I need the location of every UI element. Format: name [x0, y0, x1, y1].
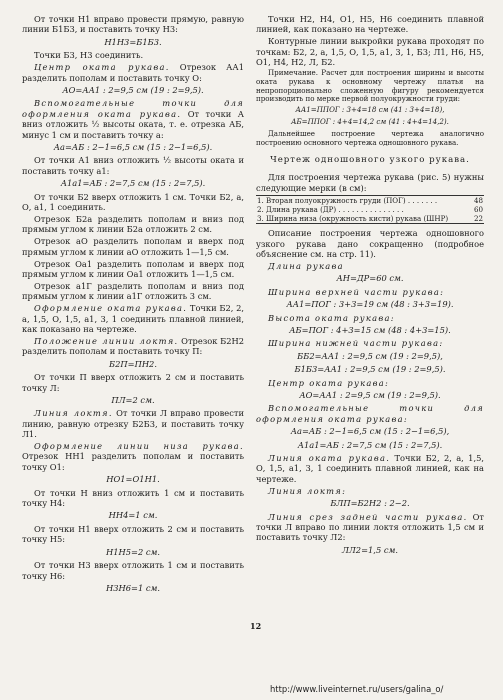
paragraph-with-heading	[256, 261, 484, 271]
inline-heading: Линия локтя.	[34, 408, 113, 419]
inline-heading: Линия срез задней части рукава.	[268, 511, 468, 522]
paragraph-text: Н1Н3=Б1Б3.	[104, 36, 162, 47]
paragraph-text: Б1Б3=АА1 : 2=9,5 см (19 : 2=9,5).	[294, 364, 446, 375]
paragraph-text: Точки Б2, 2, а, 1,5, О, 1,5, а1, 3, 1 соединить плавной линией, как показано на чертеже.	[22, 303, 245, 334]
inline-heading: Длина рукава	[268, 260, 344, 271]
inline-heading: Ширина нижней части рукава:	[268, 338, 444, 349]
paragraph	[22, 259, 244, 280]
paragraph-text: От точки Б2 вверх отложить 1 см. Точки Б2, а, О, а1, 1 соединить.	[22, 191, 244, 212]
paragraph-text: ЛЛ2=1,5 см.	[341, 544, 399, 555]
paragraph-text: ПЛ=2 см.	[111, 394, 155, 405]
paragraph-text: Отрезок Оа1 разделить пополам и вверх под прямым углом к линии Оа1 отложить 1—1,5 см.	[22, 258, 244, 279]
paragraph-text: Отрезок Б2а разделить пополам и вниз под прямым углом к линии Б2а отложить 2 см.	[22, 213, 244, 235]
paragraph-text: А1а1=АБ : 2=7,5 см (15 : 2=7,5).	[60, 178, 206, 189]
measurements-table	[256, 195, 484, 224]
paragraph-with-heading	[256, 378, 484, 388]
paragraph-text: Отрезок а1Г разделить пополам и вниз под прямым углом к линии а1Г отложить 3 см.	[22, 280, 244, 302]
paragraph	[22, 488, 244, 509]
paragraph-text: Примечание. Расчет для построения ширины и высоты оката рукава к основному чертежу платья на непропорционально сложенную фигуру рекомендуется производить по мерке первой полуокружности груди:	[256, 68, 484, 104]
paragraph-with-heading	[256, 486, 484, 496]
paragraph-with-heading	[22, 98, 244, 140]
paragraph-text: НН4=1 см.	[108, 510, 158, 521]
paragraph	[256, 36, 484, 67]
paragraph-text: От точки П вверх отложить 2 см и поставить точку Л:	[22, 372, 244, 393]
paragraph-with-heading	[22, 62, 244, 83]
formula	[256, 299, 484, 309]
paragraph-text: АО=АА1 : 2=9,5 см (19 : 2=9,5).	[299, 390, 441, 400]
paragraph-text: ББ2=АА1 : 2=9,5 см (19 : 2=9,5),	[297, 350, 443, 361]
paragraph-with-heading	[256, 453, 484, 484]
paragraph-text: Для построения чертежа рукава (рис. 5) нужны следующие мерки (в см):	[256, 172, 484, 193]
measurement-value: 60	[473, 205, 483, 215]
paragraph-text: От точки Н вниз отложить 1 см и поставить точку Н4:	[22, 487, 244, 509]
paragraph-text: От точки Л вправо по линии локтя отложить 1,5 см и поставить точку Л2:	[256, 511, 485, 543]
paragraph-text: Точки Б3, Н3 соединить.	[34, 50, 144, 61]
paragraph-with-heading	[256, 403, 484, 424]
paragraph-with-heading	[256, 313, 484, 323]
paragraph-text: Аа=АБ : 2−1=6,5 см (15 : 2−1=6,5),	[290, 426, 450, 437]
paragraph	[22, 155, 244, 176]
paragraph-text: АН=ДР=60 см.	[336, 273, 404, 284]
formula	[256, 426, 484, 436]
formula	[22, 510, 244, 520]
paragraph-text: От точки Н3 вверх отложить 1 см и поставить точку Н6:	[22, 560, 244, 581]
paragraph	[22, 281, 244, 302]
paragraph-text: Н3Н6=1 см.	[105, 582, 161, 593]
paragraph	[256, 228, 484, 259]
paragraph-text: Аа=АБ : 2−1=6,5 см (15 : 2−1=6,5).	[53, 141, 213, 152]
paragraph-text: Отрезок АА1 разделить пополам и поставить точку О:	[22, 62, 244, 83]
paragraph-with-heading	[256, 512, 484, 543]
left-column	[22, 14, 244, 596]
inline-heading: Оформление оката рукава.	[34, 303, 188, 314]
formula	[22, 359, 244, 369]
formula	[256, 351, 484, 361]
paragraph-text: АБ=ППОГ : 4+4=14,2 см (41 : 4+4=14,2).	[291, 117, 449, 127]
paragraph-text: Точки Н2, Н4, О1, Н5, Н6 соединить плавной линией, как показано на чертеже.	[256, 14, 484, 35]
formula	[22, 583, 244, 593]
paragraph-text: От точки А1 вниз отложить ½ высоты оката и поставить точку а1:	[22, 155, 244, 176]
paragraph-text: АА1=ПОГ : 3+3=19 см (48 : 3+3=19).	[286, 299, 454, 310]
paragraph	[22, 214, 244, 235]
formula	[256, 364, 484, 374]
paragraph	[22, 524, 244, 545]
paragraph-text: Н1Н5=2 см.	[105, 546, 161, 557]
note-paragraph	[256, 69, 484, 104]
measurement-name: 2. Длина рукава (ДР) . . . . . . . . . . . . . . .	[257, 205, 404, 215]
paragraph-text: АБ=ПОГ : 4+3=15 см (48 : 4+3=15).	[289, 324, 451, 335]
formula	[22, 178, 244, 188]
formula	[22, 37, 244, 47]
paragraph-with-heading	[256, 338, 484, 348]
formula	[256, 273, 484, 283]
note-formula	[256, 106, 484, 115]
paragraph	[22, 372, 244, 393]
right-column	[256, 14, 484, 558]
formula	[22, 85, 244, 95]
paragraph-text: Описание построения чертежа одношовного узкого рукава дано сокращенно (подробное объяснение см. на стр. 11).	[256, 228, 484, 260]
section-title	[256, 155, 484, 166]
measurement-name: 3. Ширина низа (окружность кисти) рукава (ШНР)	[257, 214, 449, 224]
measurement-value: 48	[473, 196, 483, 206]
inline-heading: Линия оката рукава.	[268, 453, 391, 464]
paragraph-text: Контурные линии выкройки рукава проходят по точкам: Б2, 2, а, 1,5, О, 1,5, а1, 3, 1, Б3; Л1, Н6, Н5, О1, Н4, Н2, Л, Б2.	[256, 36, 484, 68]
formula	[22, 395, 244, 405]
paragraph-text: А1а1=АБ : 2=7,5 см (15 : 2=7,5).	[297, 439, 443, 450]
formula	[256, 545, 484, 555]
paragraph-text: Чертеж одношовного узкого рукава.	[270, 155, 470, 166]
paragraph-with-heading	[22, 303, 244, 334]
inline-heading: Высота оката рукава:	[268, 312, 395, 323]
paragraph	[22, 560, 244, 581]
paragraph	[256, 172, 484, 193]
paragraph-with-heading	[256, 287, 484, 297]
inline-heading: Центр оката рукава:	[268, 377, 390, 388]
inline-heading: Оформление линии низа рукава.	[34, 441, 244, 452]
paragraph	[22, 14, 244, 35]
paragraph-text: От точки А вниз отложить ½ высоты оката, т. е. отрезка АБ, минус 1 см и поставить точку а:	[22, 108, 244, 140]
formula	[256, 498, 484, 508]
note-paragraph	[256, 130, 484, 148]
measurement-row	[256, 196, 484, 206]
measurement-row	[256, 214, 484, 224]
paragraph-text: От точки Л вправо провести линию, равную отрезку Б2Б3, и поставить точку Л1.	[22, 408, 244, 440]
paragraph-text: Отрезок НН1 разделить пополам и поставить точку О1:	[22, 451, 244, 472]
paragraph	[22, 192, 244, 213]
formula	[22, 474, 244, 484]
paragraph-with-heading	[22, 408, 244, 439]
formula	[256, 440, 484, 450]
formula	[256, 325, 484, 335]
paragraph-with-heading	[22, 441, 244, 472]
measurement-value: 22	[473, 214, 483, 224]
paragraph-text: От точки Н1 вверх отложить 2 см и поставить точку Н5:	[22, 523, 244, 545]
paragraph	[22, 236, 244, 257]
paragraph-text: Отрезок аО разделить пополам и вверх под прямым углом к линии аО отложить 1—1,5 см.	[22, 236, 244, 257]
paragraph	[22, 50, 244, 60]
paragraph-text: АА1=ППОГ : 3+4=18 см (41 : 3+4=18),	[295, 105, 445, 115]
inline-heading: Положение линии локтя.	[34, 335, 179, 346]
paragraph-text: От точки Н1 вправо провести прямую, равную линии Б1Б3, и поставить точку Н3:	[22, 14, 244, 35]
formula	[22, 547, 244, 557]
paragraph-with-heading	[22, 336, 244, 357]
inline-heading: Вспомогательные точки для оформления оката рукава.	[22, 98, 244, 119]
paragraph-text: Б2П=ПН2.	[109, 358, 157, 369]
paragraph-text: БЛП=Б2Н2 : 2−2.	[330, 498, 410, 509]
measurement-name: 1. Вторая полуокружность груди (ПОГ) . . . . . . .	[257, 196, 438, 206]
paragraph	[256, 14, 484, 35]
paragraph-text: НО1=О1Н1.	[106, 474, 160, 485]
inline-heading: Ширина верхней части рукава:	[268, 286, 445, 297]
formula	[256, 390, 484, 400]
measurement-row	[256, 205, 484, 214]
formula	[22, 142, 244, 152]
source-url: http://www.liveinternet.ru/users/galina_o/	[270, 684, 444, 694]
paragraph-text: Дальнейшее построение чертежа аналогично построению основного чертежа одношовного рукава.	[256, 128, 484, 147]
inline-heading: Вспомогательные точки для оформления оката рукава:	[256, 403, 484, 424]
page-number: 12	[250, 621, 262, 631]
paragraph-text: Точки Б2, 2, а, 1,5, О, 1,5, а1, 3, 1 соединить плавной линией, как на чертеже.	[256, 453, 484, 484]
paragraph-text: Отрезок Б2Н2 разделить пополам и поставить точку П:	[22, 335, 244, 357]
paragraph-text: АО=АА1 : 2=9,5 см (19 : 2=9,5).	[62, 84, 204, 95]
inline-heading: Центр оката рукава.	[34, 62, 170, 73]
note-formula	[256, 118, 484, 127]
inline-heading: Линия локтя:	[268, 485, 347, 496]
